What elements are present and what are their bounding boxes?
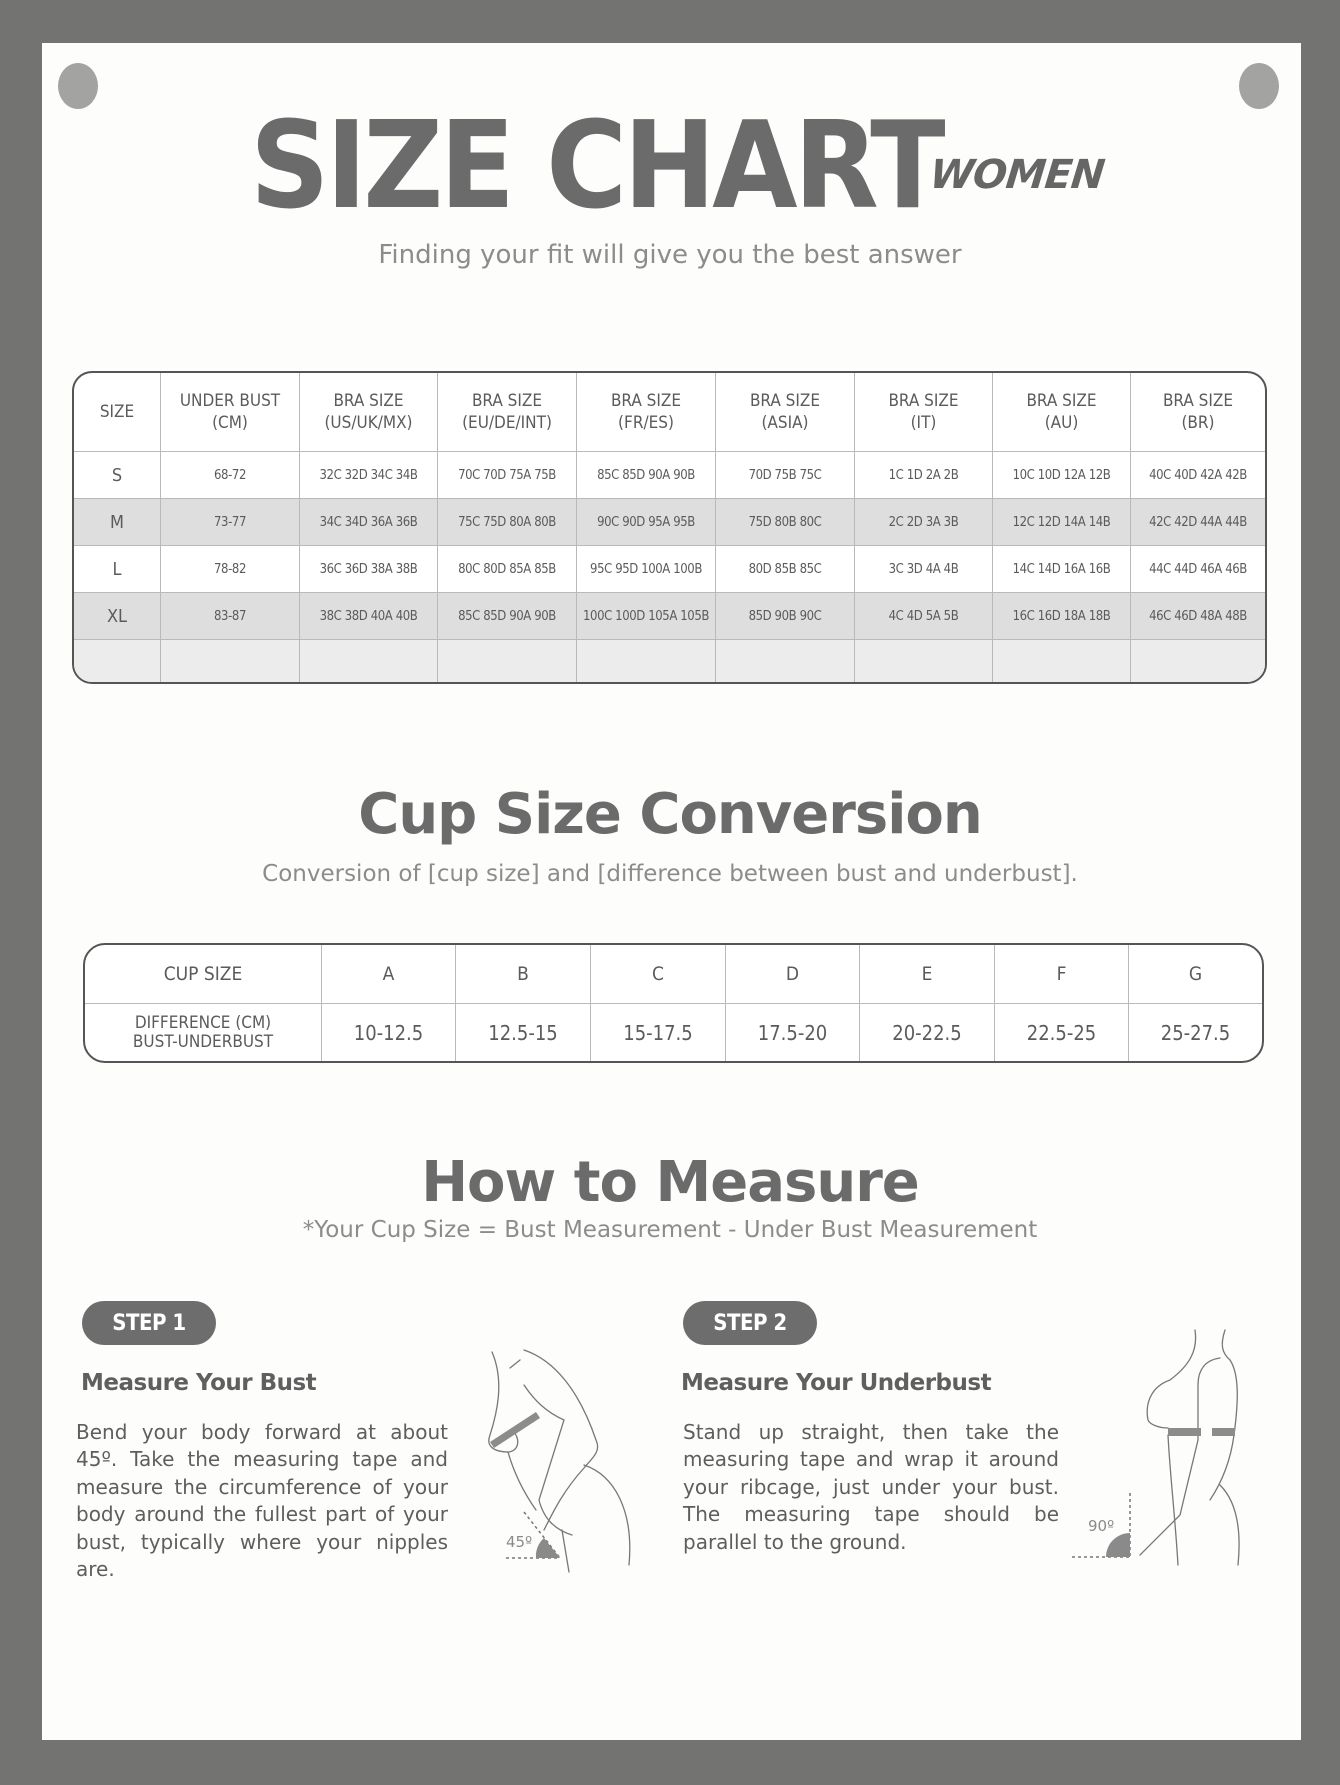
table-cell: 36C 36D 38A 38B — [300, 546, 438, 593]
step-1-text: Bend your body forward at about 45º. Take the measuring tape and measure the circumference of your body around the fullest part of your bust, typically where your nipples are. — [76, 1420, 448, 1582]
cup-cell: D — [726, 945, 860, 1004]
table-cell: 70C 70D 75A 75B — [438, 452, 577, 499]
angle-45-icon — [536, 1538, 560, 1558]
bust-measure-illustration — [484, 1340, 644, 1580]
column-header — [577, 373, 716, 452]
table-cell: 78-82 — [161, 546, 300, 593]
table-cell: 75C 75D 80A 80B — [438, 499, 577, 546]
column-header-line: UNDER BUST — [179, 391, 281, 411]
cup-conversion-table — [83, 943, 1264, 1063]
difference-cell: 10-12.5 — [322, 1004, 456, 1061]
table-cell: 95C 95D 100A 100B — [577, 546, 716, 593]
column-header — [300, 373, 438, 452]
column-header-line: (CM) — [212, 413, 248, 433]
measuring-tape — [490, 1412, 540, 1448]
column-header-line: BRA SIZE — [610, 391, 682, 411]
cup-cell: F — [995, 945, 1129, 1004]
table-cell: 44C 44D 46A 46B — [1131, 546, 1265, 593]
difference-label-line1: DIFFERENCE (CM) — [134, 1012, 272, 1033]
table-cell: 3C 3D 4A 4B — [855, 546, 993, 593]
table-cell: 14C 14D 16A 16B — [993, 546, 1131, 593]
step-1-title: Measure Your Bust — [81, 1370, 317, 1396]
table-cell: 38C 38D 40A 40B — [300, 593, 438, 640]
table-cell — [855, 640, 993, 684]
table-cell: 2C 2D 3A 3B — [855, 499, 993, 546]
difference-cell: 20-22.5 — [860, 1004, 995, 1061]
column-header — [438, 373, 577, 452]
column-header-line: (EU/DE/INT) — [462, 413, 552, 433]
step-2-badge: STEP 2 — [683, 1301, 817, 1345]
table-cell — [1131, 640, 1265, 684]
column-header — [993, 373, 1131, 452]
step-1-badge: STEP 1 — [82, 1301, 216, 1345]
table-cell: 100C 100D 105A 105B — [577, 593, 716, 640]
table-cell: 40C 40D 42A 42B — [1131, 452, 1265, 499]
table-cell: 10C 10D 12A 12B — [993, 452, 1131, 499]
table-cell: 34C 34D 36A 36B — [300, 499, 438, 546]
table-cell — [993, 640, 1131, 684]
size-cell — [74, 640, 161, 684]
punch-hole-left — [58, 63, 98, 109]
table-cell — [716, 640, 855, 684]
column-header-line: BRA SIZE — [1162, 391, 1234, 411]
difference-cell: 17.5-20 — [726, 1004, 860, 1061]
table-cell: 68-72 — [161, 452, 300, 499]
size-cell: S — [74, 452, 161, 499]
column-header — [716, 373, 855, 452]
table-cell: 1C 1D 2A 2B — [855, 452, 993, 499]
table-cell: 73-77 — [161, 499, 300, 546]
column-header-line: (FR/ES) — [618, 413, 674, 433]
cup-cell: E — [860, 945, 995, 1004]
column-header-line: BRA SIZE — [471, 391, 543, 411]
cup-cell: B — [456, 945, 591, 1004]
difference-label-line2: BUST-UNDERBUST — [132, 1031, 274, 1052]
column-header — [1131, 373, 1265, 452]
cup-size-header: CUP SIZE — [85, 945, 322, 1004]
punch-hole-right — [1239, 63, 1279, 109]
table-cell: 80C 80D 85A 85B — [438, 546, 577, 593]
step-2-text: Stand up straight, then take the measuring tape and wrap it around your ribcage, just under your bust. The measuring tape should be parallel to the ground. — [683, 1420, 1059, 1554]
cup-table-grid — [85, 945, 1262, 1061]
cup-section-title: Cup Size Conversion — [358, 782, 982, 847]
column-header — [74, 373, 161, 452]
table-cell: 85C 85D 90A 90B — [438, 593, 577, 640]
size-table — [72, 371, 1267, 684]
table-cell — [161, 640, 300, 684]
difference-cell: 22.5-25 — [995, 1004, 1129, 1061]
difference-cell: 25-27.5 — [1160, 1020, 1231, 1045]
measure-section-subtitle: *Your Cup Size = Bust Measurement - Under Bust Measurement — [302, 1217, 1038, 1243]
table-cell: 46C 46D 48A 48B — [1131, 593, 1265, 640]
difference-cell: 12.5-15 — [456, 1004, 591, 1061]
column-header — [855, 373, 993, 452]
column-header-line: (ASIA) — [761, 413, 809, 433]
angle-45-label: 45º — [506, 1533, 533, 1551]
step-2-title: Measure Your Underbust — [681, 1370, 992, 1396]
table-cell: 83-87 — [161, 593, 300, 640]
page-subtitle: Finding your fit will give you the best answer — [378, 240, 962, 270]
column-header-line: BRA SIZE — [888, 391, 959, 411]
measuring-tape-back — [1212, 1428, 1235, 1436]
table-cell: 85C 85D 90A 90B — [577, 452, 716, 499]
column-header-line: BRA SIZE — [749, 391, 821, 411]
column-header-line: (IT) — [910, 413, 937, 433]
column-header-line: (US/UK/MX) — [324, 413, 413, 433]
column-header-line: BRA SIZE — [1026, 391, 1097, 411]
column-header-line: (AU) — [1044, 413, 1079, 433]
column-header-line: (BR) — [1181, 413, 1215, 433]
table-cell: 42C 42D 44A 44B — [1131, 499, 1265, 546]
table-cell: 85D 90B 90C — [716, 593, 855, 640]
cup-cell: G — [1129, 945, 1262, 1004]
table-cell: 16C 16D 18A 18B — [993, 593, 1131, 640]
underbust-measure-illustration — [1070, 1325, 1260, 1575]
measure-section-title: How to Measure — [421, 1150, 919, 1215]
table-cell: 90C 90D 95A 95B — [577, 499, 716, 546]
difference-row-label — [85, 1004, 322, 1061]
table-cell: 75D 80B 80C — [716, 499, 855, 546]
column-header-line: BRA SIZE — [333, 391, 404, 411]
size-cell: XL — [74, 593, 161, 640]
page-title: SIZE CHART — [250, 97, 942, 236]
size-cell: L — [74, 546, 161, 593]
table-cell: 32C 32D 34C 34B — [300, 452, 438, 499]
column-header — [161, 373, 300, 452]
table-cell: 80D 85B 85C — [716, 546, 855, 593]
table-cell: 12C 12D 14A 14B — [993, 499, 1131, 546]
difference-cell: 15-17.5 — [591, 1004, 726, 1061]
angle-90-label: 90º — [1088, 1517, 1115, 1535]
measuring-tape — [1168, 1428, 1201, 1436]
audience-tag: WOMEN — [927, 152, 1107, 198]
angle-90-icon — [1106, 1533, 1130, 1557]
table-cell: 4C 4D 5A 5B — [855, 593, 993, 640]
cup-cell: A — [322, 945, 456, 1004]
table-cell — [438, 640, 577, 684]
size-cell: M — [74, 499, 161, 546]
column-header-line: SIZE — [99, 402, 135, 422]
cup-section-subtitle: Conversion of [cup size] and [difference between bust and underbust]. — [262, 861, 1078, 887]
table-cell: 70D 75B 75C — [716, 452, 855, 499]
table-cell — [577, 640, 716, 684]
cup-cell: C — [591, 945, 726, 1004]
table-cell — [300, 640, 438, 684]
size-table-grid — [74, 373, 1265, 684]
